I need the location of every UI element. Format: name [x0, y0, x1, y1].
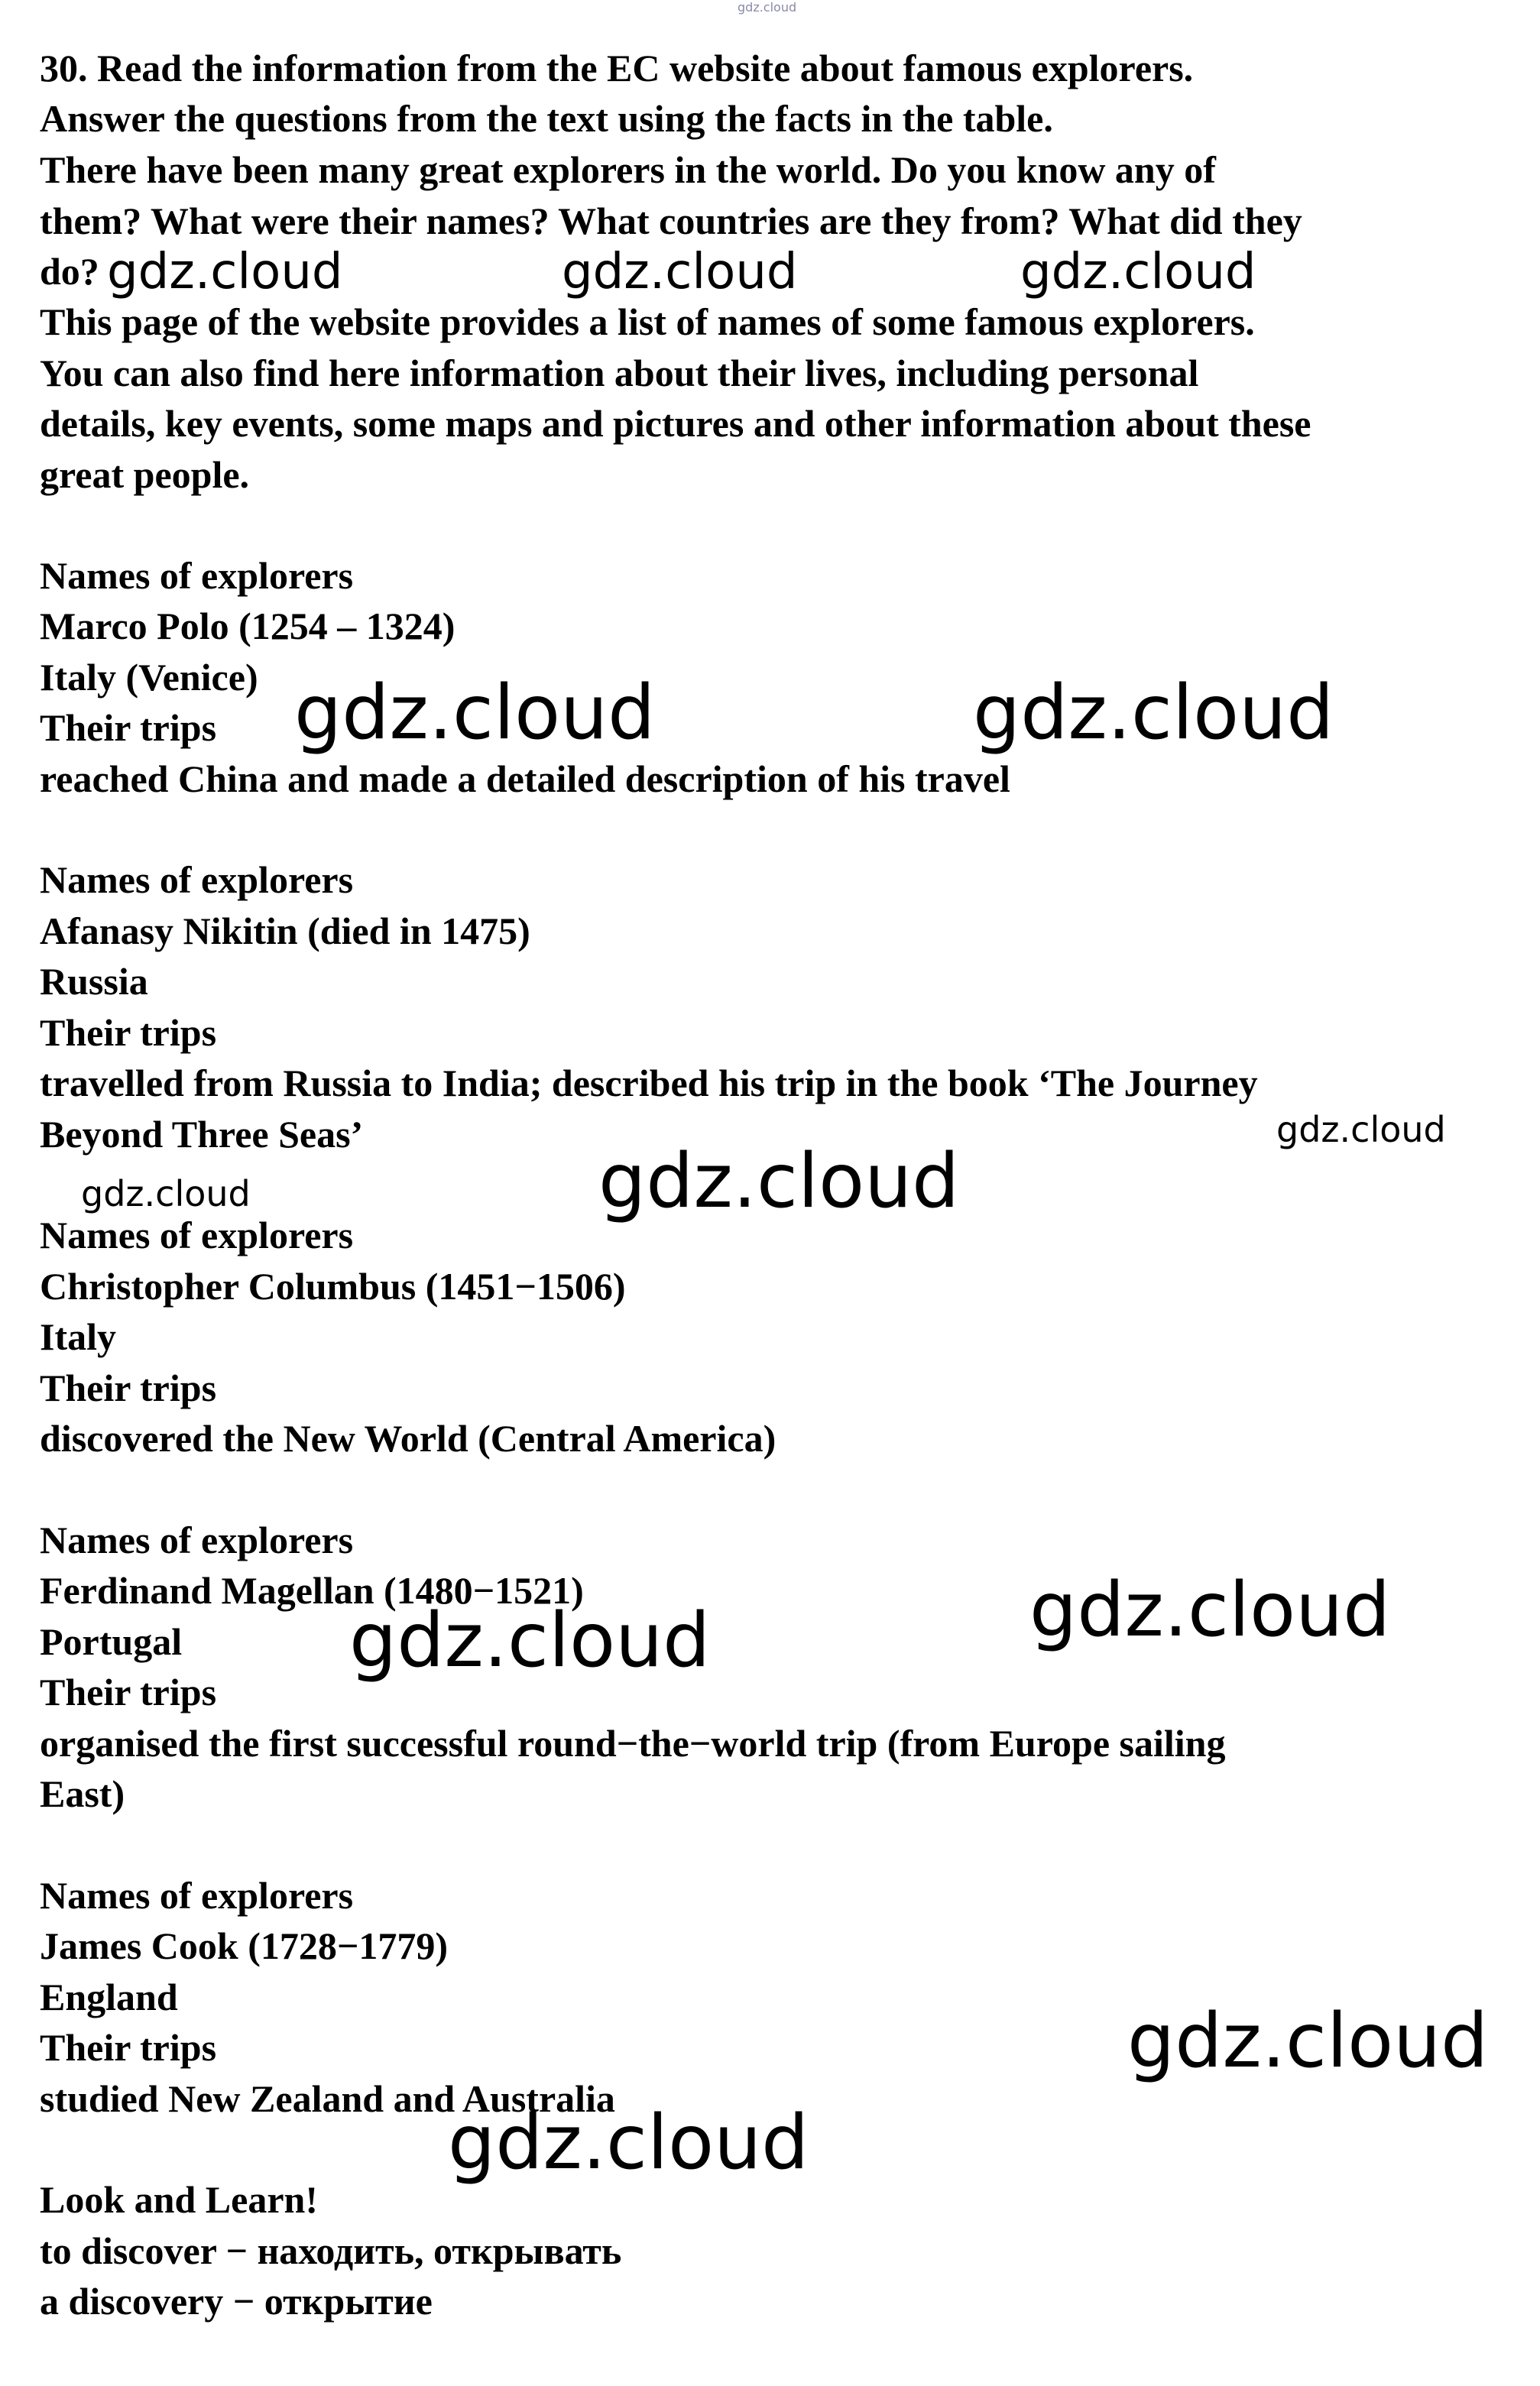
explorer-2-country: Russia [40, 960, 148, 1003]
vocab-entry-2: a discovery − открытие [40, 2280, 433, 2323]
watermark: gdz.cloud [1020, 244, 1256, 300]
explorer-2-trips-line-1: travelled from Russia to India; described his trip in the book ‘The Journey [40, 1062, 1258, 1104]
explorer-5-names-label: Names of explorers [40, 1874, 354, 1917]
explorer-2-trips-label: Their trips [40, 1011, 217, 1054]
explorer-1-trips-line-1: reached China and made a detailed description of his travel [40, 757, 1010, 800]
watermark: gdz.cloud [1029, 1567, 1391, 1654]
explorer-5-country: England [40, 1976, 178, 2018]
watermark: gdz.cloud [562, 244, 798, 300]
explorer-4-trips-label: Their trips [40, 1671, 217, 1713]
explorer-1-trips-label: Their trips [40, 706, 217, 749]
watermark: gdz.cloud [81, 1173, 251, 1214]
intro-line-2: them? What were their names? What countries are they from? What did they [40, 199, 1302, 242]
explorer-5-trips-line-1: studied New Zealand and Australia [40, 2077, 615, 2120]
explorer-3-name: Christopher Columbus (1451−1506) [40, 1265, 626, 1308]
explorer-5-name: James Cook (1728−1779) [40, 1924, 449, 1967]
description-line-3: details, key events, some maps and pictures and other information about these [40, 402, 1311, 445]
explorer-1-name: Marco Polo (1254 – 1324) [40, 605, 456, 647]
watermark: gdz.cloud [294, 669, 656, 757]
explorer-5-trips-label: Their trips [40, 2026, 217, 2069]
explorer-4-trips-line-1: organised the first successful round−the−world trip (from Europe sailing [40, 1722, 1226, 1765]
exercise-heading-line-2: Answer the questions from the text using the facts in the table. [40, 97, 1053, 140]
explorer-4-names-label: Names of explorers [40, 1519, 354, 1561]
description-line-4: great people. [40, 453, 250, 496]
look-and-learn-title: Look and Learn! [40, 2178, 318, 2221]
explorer-1-country: Italy (Venice) [40, 656, 258, 699]
watermark: gdz.cloud [107, 244, 343, 300]
description-line-1: This page of the website provides a list of names of some famous explorers. [40, 300, 1255, 343]
explorer-3-trips-line-1: discovered the New World (Central America) [40, 1417, 776, 1460]
explorer-3-country: Italy [40, 1315, 116, 1358]
vocab-entry-1: to discover − находить, открывать [40, 2229, 622, 2272]
explorer-2-names-label: Names of explorers [40, 858, 354, 901]
description-line-2: You can also find here information about their lives, including personal [40, 352, 1199, 394]
explorer-4-trips-line-2: East) [40, 1772, 125, 1815]
top-watermark: gdz.cloud [738, 0, 797, 15]
explorer-4-country: Portugal [40, 1620, 183, 1663]
watermark: gdz.cloud [973, 669, 1334, 757]
watermark: gdz.cloud [349, 1597, 711, 1684]
explorer-4-name: Ferdinand Magellan (1480−1521) [40, 1569, 584, 1612]
intro-line-3: do? [40, 250, 99, 293]
explorer-3-trips-label: Their trips [40, 1366, 217, 1409]
intro-line-1: There have been many great explorers in the world. Do you know any of [40, 148, 1216, 191]
watermark: gdz.cloud [448, 2099, 809, 2187]
explorer-3-names-label: Names of explorers [40, 1214, 354, 1256]
exercise-heading-line-1: 30. Read the information from the EC website about famous explorers. [40, 47, 1194, 89]
watermark: gdz.cloud [1127, 1998, 1489, 2085]
explorer-1-names-label: Names of explorers [40, 554, 354, 597]
explorer-2-trips-line-2: Beyond Three Seas’ [40, 1113, 364, 1156]
explorer-2-name: Afanasy Nikitin (died in 1475) [40, 909, 530, 952]
watermark: gdz.cloud [1276, 1109, 1446, 1150]
watermark: gdz.cloud [598, 1138, 960, 1225]
